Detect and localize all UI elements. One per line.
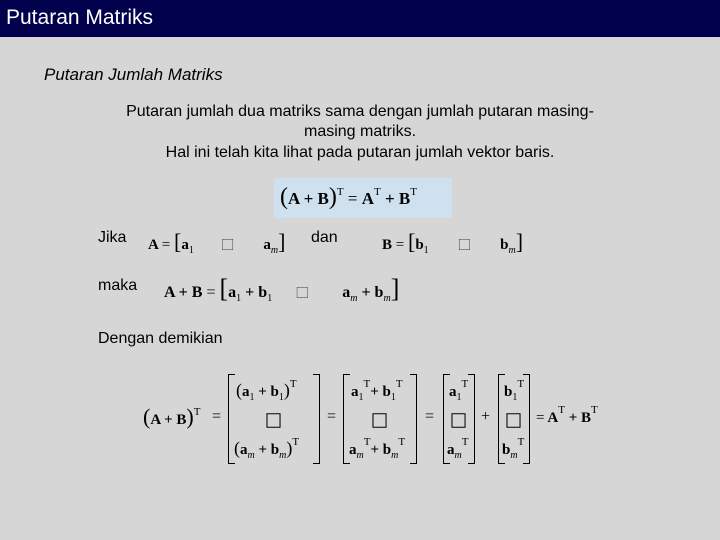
cell-amT: $a_m^T$ bbox=[447, 436, 469, 461]
intro-line-1: Putaran jumlah dua matriks sama dengan jumlah putaran masing- bbox=[126, 103, 594, 120]
label-dan: dan bbox=[311, 229, 338, 246]
matrix-A-definition: $A = [a_1$ ⃞ $a_m$] bbox=[148, 229, 286, 256]
matrix-B-definition: $B = [b_1$ ⃞ $b_m$] bbox=[382, 229, 524, 256]
equals-sign-2: = bbox=[327, 408, 337, 425]
conclusion-lhs: $(A + B)^T$ bbox=[143, 404, 201, 429]
placeholder-box-icon: ⃞ bbox=[506, 414, 522, 430]
cell-am-bm-transpose: $(a_m + b_m)^T$ bbox=[234, 436, 300, 461]
label-maka: maka bbox=[98, 277, 138, 294]
plus-sign: + bbox=[481, 408, 491, 425]
intro-line-2: masing matriks. bbox=[303, 123, 417, 140]
sum-definition: $A + B = [a_1 + b_1$ ⃞ $a_m + b_m$] bbox=[164, 274, 400, 304]
placeholder-box-icon: ⃞ bbox=[458, 238, 471, 252]
placeholder-box-icon: ⃞ bbox=[372, 414, 388, 430]
placeholder-box-icon: ⃞ bbox=[451, 414, 467, 430]
cell-bmT: $b_m^T$ bbox=[502, 436, 525, 461]
slide-title: Putaran Matriks bbox=[6, 6, 154, 29]
section-subtitle: Putaran Jumlah Matriks bbox=[44, 65, 223, 84]
title-bar bbox=[0, 0, 720, 37]
placeholder-box-icon: ⃞ bbox=[221, 238, 234, 252]
placeholder-box-icon: ⃞ bbox=[296, 286, 309, 300]
cell-b1T: $b_1^T$ bbox=[504, 378, 525, 403]
placeholder-box-icon: ⃞ bbox=[266, 414, 282, 430]
cell-amT-plus-bmT: $a_m^T+ b_m^T$ bbox=[349, 436, 406, 461]
cell-a1T: $a_1^T$ bbox=[449, 378, 469, 403]
cell-a1T-plus-b1T: $a_1^T+ b_1^T$ bbox=[351, 378, 403, 403]
equals-sign-1: = bbox=[212, 408, 222, 425]
label-dengan-demikian: Dengan demikian bbox=[98, 330, 223, 347]
transpose-rule-formula: $(A + B)^T = A^T + B^T$ bbox=[280, 184, 417, 210]
equals-sign-3: = bbox=[425, 408, 435, 425]
conclusion-rhs: = $A^T + B^T$ bbox=[536, 404, 598, 426]
label-jika: Jika bbox=[98, 229, 127, 246]
intro-line-3: Hal ini telah kita lihat pada putaran jumlah vektor baris. bbox=[165, 144, 555, 161]
cell-a1-b1-transpose: $(a_1 + b_1)^T$ bbox=[236, 378, 297, 403]
